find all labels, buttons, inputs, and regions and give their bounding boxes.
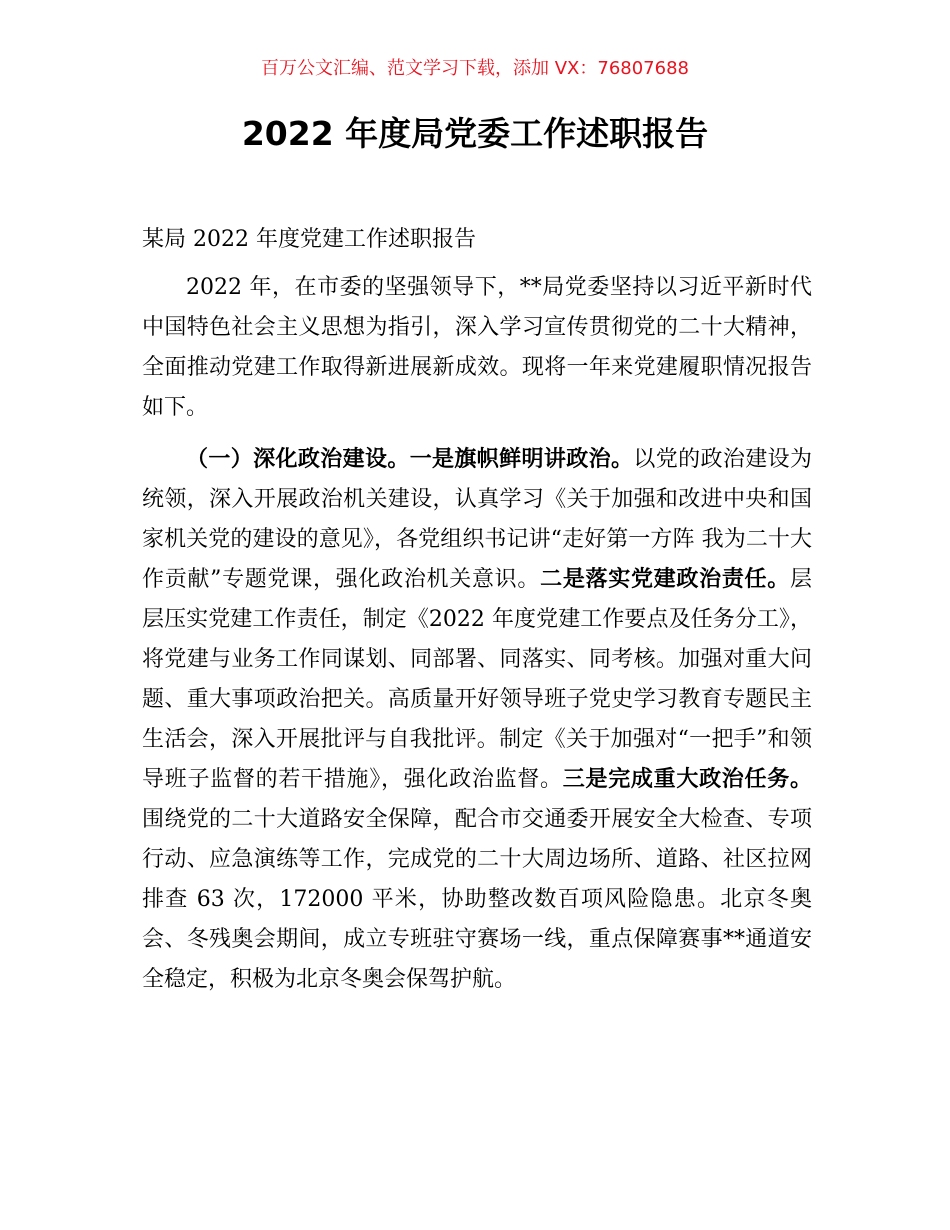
point-1-text: 以党的政治建设为统领，深入开展政治机关建设，认真学习《关于加强和改进中央和国家机关党的建设的意见》，各党组织书记讲“走好第一方阵 我为二十大作贡献”专题党课，强化政治机关意识。	[142, 447, 812, 592]
section-1-heading: （一）深化政治建设。	[186, 447, 410, 472]
intro-paragraph	[142, 268, 812, 428]
point-3-text: 围绕党的二十大道路安全保障，配合市交通委开展安全大检查、专项行动、应急演练等工作，完成党的二十大周边场所、道路、社区拉网排查 63 次，172000 平米，协助整改数百项风险隐患。北京冬奥会、冬残奥会期间，成立专班驻守赛场一线，重点保障赛事**通道安全稳定，积极为北京冬奥会保驾护航。	[142, 807, 812, 992]
subtitle-text: 某局 2022 年度党建工作述职报告	[142, 227, 476, 252]
intro-text: 2022 年，在市委的坚强领导下，**局党委坚持以习近平新时代中国特色社会主义思想为指引，深入学习宣传贯彻党的二十大精神，全面推动党建工作取得新进展新成效。现将一年来党建履职情况报告如下。	[142, 275, 812, 420]
point-3-lead: 三是完成重大政治任务。	[562, 767, 812, 792]
document-subtitle	[142, 220, 812, 260]
document-title: 2022 年度局党委工作述职报告	[241, 114, 709, 153]
watermark-header: 百万公文汇编、范文学习下载，添加 VX：76807688	[261, 58, 689, 79]
point-2-text: 层层压实党建工作责任，制定《2022 年度党建工作要点及任务分工》，将党建与业务工作同谋划、同部署、同落实、同考核。加强对重大问题、重大事项政治把关。高质量开好领导班子党史学习教育专题民主生活会，深入开展批评与自我批评。制定《关于加强对“一把手”和领导班子监督的若干措施》，强化政治监督。	[142, 567, 812, 792]
section-1-text	[142, 440, 812, 1000]
point-1-lead: 一是旗帜鲜明讲政治。	[409, 447, 634, 472]
section-1-paragraph	[142, 440, 812, 1000]
point-2-lead: 二是落实党建政治责任。	[540, 567, 790, 592]
